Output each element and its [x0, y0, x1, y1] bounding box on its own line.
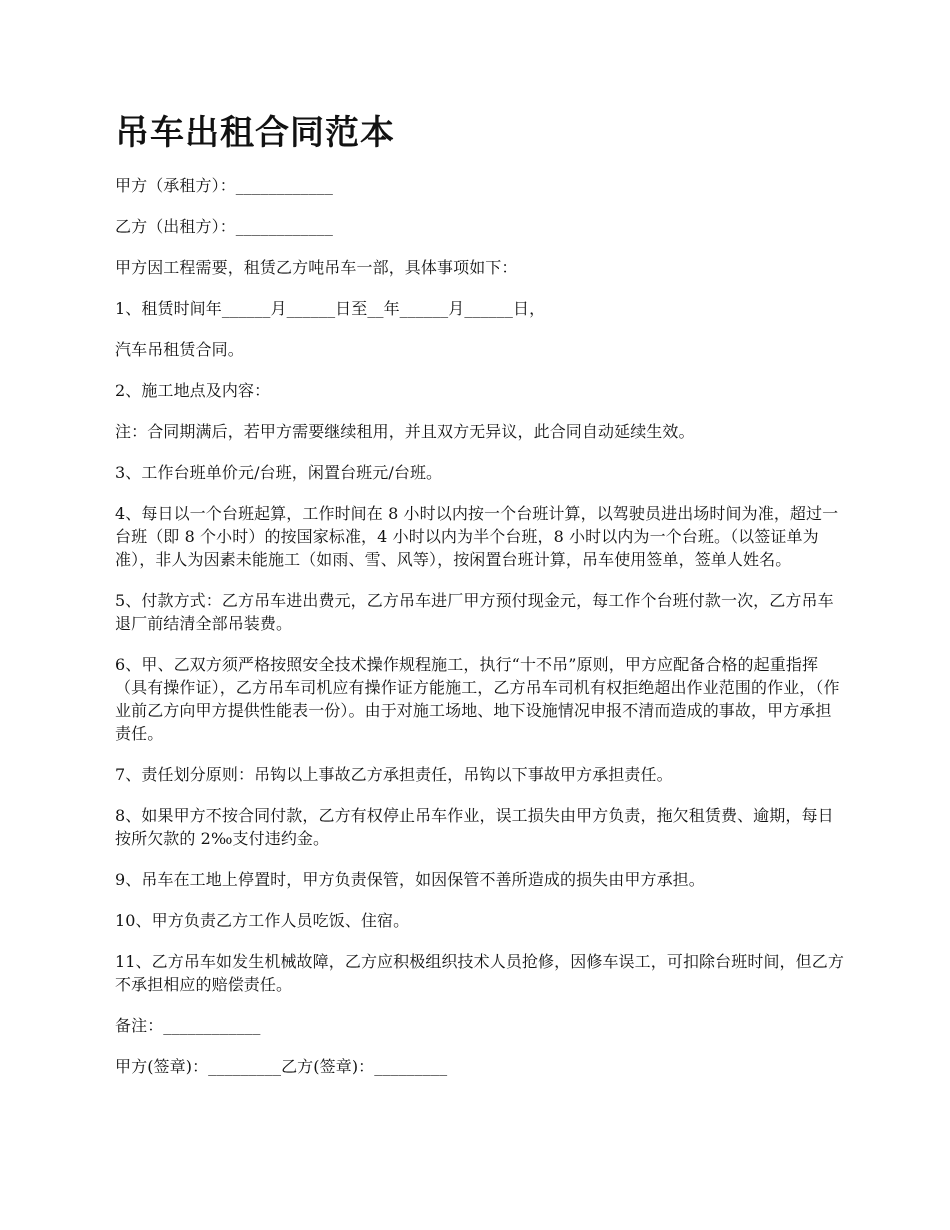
clause-10-accommodation: 10、甲方负责乙方工作人员吃饭、住宿。 [115, 911, 410, 930]
renewal-note: 注：合同期满后，若甲方需要继续租用，并且双方无异议，此合同自动延续生效。 [115, 422, 695, 441]
party-a-line: 甲方（承租方）：____________ [115, 176, 334, 195]
contract-note: 汽车吊租赁合同。 [115, 340, 244, 359]
clause-8-late-payment: 8、如果甲方不按合同付款，乙方有权停止吊车作业，误工损失由甲方负责，拖欠租赁费、逾期，每日按所欠款的 2‰支付违约金。 [115, 806, 834, 848]
clause-7-liability: 7、责任划分原则：吊钩以上事故乙方承担责任，吊钩以下事故甲方承担责任。 [115, 765, 673, 784]
document-title: 吊车出租合同范本 [115, 113, 395, 153]
clause-5-payment: 5、付款方式：乙方吊车进出费元，乙方吊车进厂甲方预付现金元，每工作个台班付款一次，乙方吊车退厂前结清全部吊装费。 [115, 591, 834, 633]
clause-3-price: 3、工作台班单价元/台班，闲置台班元/台班。 [115, 463, 443, 482]
clause-2-location: 2、施工地点及内容： [115, 381, 271, 400]
clause-9-storage: 9、吊车在工地上停置时，甲方负责保管，如因保管不善所造成的损失由甲方承担。 [115, 870, 705, 889]
remarks-line: 备注：____________ [115, 1016, 261, 1035]
clause-1-rental-period: 1、租赁时间年______月______日至__年______月______日， [115, 299, 546, 318]
signature-line: 甲方(签章)：_________乙方(签章)：_________ [115, 1057, 448, 1076]
document-page [115, 110, 845, 1096]
clause-4-shift-rules: 4、每日以一个台班起算，工作时间在 8 小时以内按一个台班计算，以驾驶员进出场时间为准，超过一台班（即 8 个小时）的按国家标准，4 小时以内为半个台班，8 小时以内为一个台班。（以签证单为准），非人为因素未能施工（如雨、雪、风等），按闲置台班计算，吊车使用签单，签单人姓名。 [115, 504, 839, 569]
clause-6-safety: 6、甲、乙双方须严格按照安全技术操作规程施工，执行“十不吊”原则，甲方应配备合格的起重指挥（具有操作证），乙方吊车司机应有操作证方能施工，乙方吊车司机有权拒绝超出作业范围的作业，（作业前乙方向甲方提供性能表一份）。由于对施工场地、地下设施情况申报不清而造成的事故，甲方承担责任。 [115, 655, 840, 743]
intro-paragraph: 甲方因工程需要，租赁乙方吨吊车一部，具体事项如下： [115, 258, 518, 277]
clause-11-breakdown: 11、乙方吊车如发生机械故障，乙方应积极组织技术人员抢修，因修车误工，可扣除台班时间，但乙方不承担相应的赔偿责任。 [115, 952, 844, 994]
party-b-line: 乙方（出租方）：____________ [115, 217, 334, 236]
